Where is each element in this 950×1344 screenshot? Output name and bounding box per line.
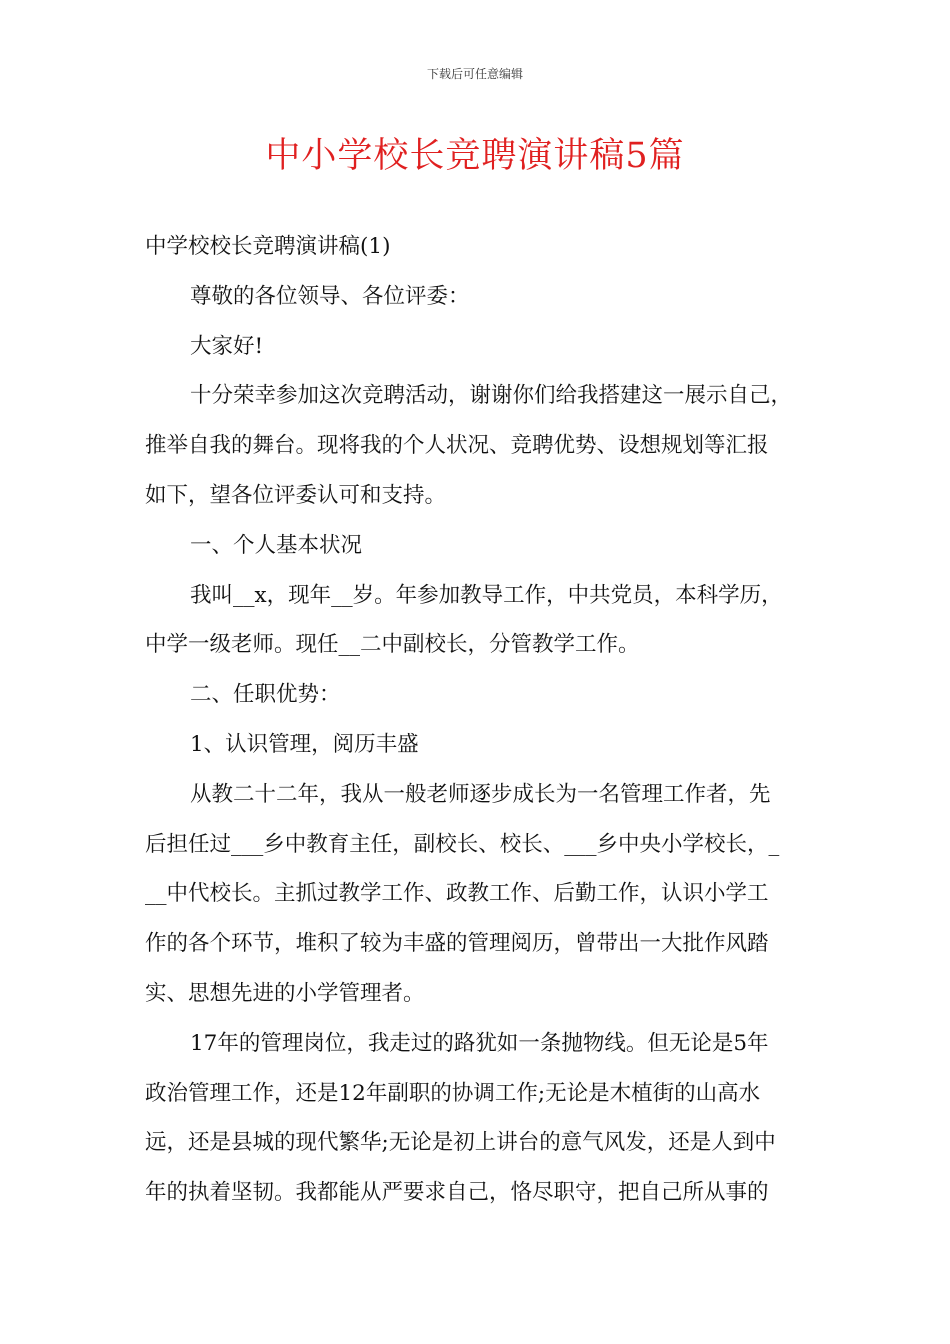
document-body <box>145 222 810 1218</box>
paragraph-line: 如下，望各位评委认可和支持。 <box>145 482 447 508</box>
paragraph-line: 十分荣幸参加这次竞聘活动，谢谢你们给我搭建这一展示自己， <box>190 383 793 409</box>
document-title: 中小学校长竞聘演讲稿5篇 <box>265 136 685 176</box>
paragraph-line: 实、思想先进的小学管理者。 <box>145 980 425 1006</box>
subsection-heading: 1、认识管理，阅历丰盛 <box>190 731 419 757</box>
paragraph-line: 从教二十二年，我从一般老师逐步成长为一名管理工作者，先 <box>190 781 771 807</box>
paragraph-line: 作的各个环节，堆积了较为丰盛的管理阅历，曾带出一大批作风踏 <box>145 931 769 957</box>
paragraph-line: 远，还是县城的现代繁华;无论是初上讲台的意气风发，还是人到中 <box>145 1130 776 1156</box>
paragraph-line: 大家好! <box>190 333 264 359</box>
section-heading: 二、任职优势： <box>190 682 341 708</box>
paragraph-line: 推举自我的舞台。现将我的个人状况、竞聘优势、设想规划等汇报 <box>145 433 769 459</box>
section-heading: 一、个人基本状况 <box>190 532 363 558</box>
paragraph-line: 中学一级老师。现任__二中副校长，分管教学工作。 <box>145 632 640 658</box>
paragraph-line: 尊敬的各位领导、各位评委： <box>190 283 470 309</box>
header-note: 下载后可任意编辑 <box>426 67 523 81</box>
paragraph-line: 我叫__x，现年__岁。年参加教导工作，中共党员，本科学历， <box>190 582 783 608</box>
paragraph-line: 17年的管理岗位，我走过的路犹如一条抛物线。但无论是5年 <box>190 1030 769 1056</box>
paragraph-line: 年的执着坚韧。我都能从严要求自己，恪尽职守，把自己所从事的 <box>145 1180 769 1206</box>
paragraph-line: 政治管理工作，还是12年副职的协调工作;无论是木植街的山高水 <box>145 1080 761 1106</box>
paragraph-line: __中代校长。主抓过教学工作、政教工作、后勤工作，认识小学工 <box>145 881 769 907</box>
paragraph-line: 后担任过___乡中教育主任，副校长、校长、___乡中央小学校长，_ <box>145 831 780 857</box>
paragraph-line: 中学校校长竞聘演讲稿(1) <box>145 234 391 259</box>
